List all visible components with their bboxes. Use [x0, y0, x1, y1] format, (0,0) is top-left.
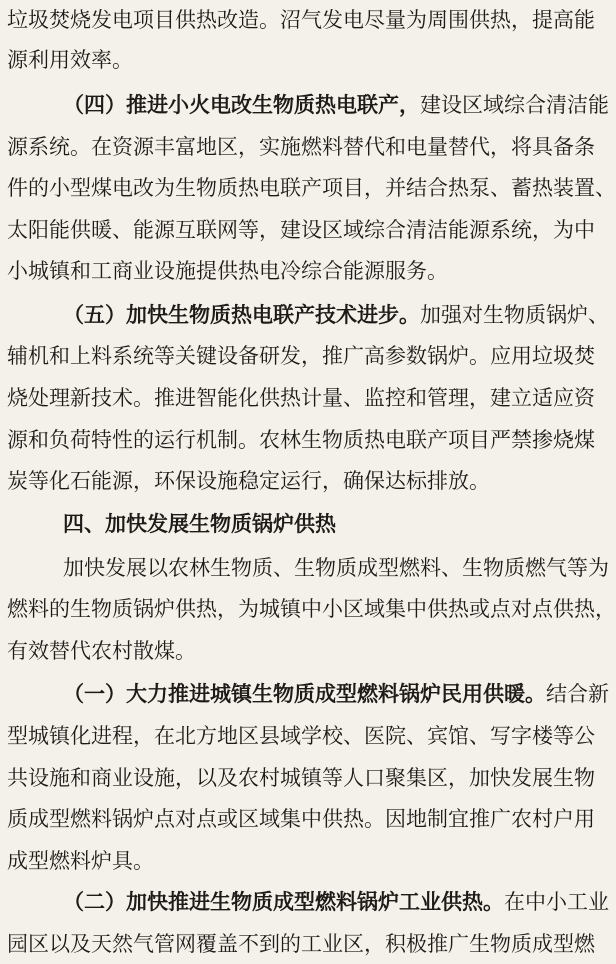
paragraph-line: 有效替代农村散煤。 [7, 639, 196, 663]
section-5-heading-line: （五）加快生物质热电联产技术进步。加强对生物质锅炉、 [63, 303, 609, 327]
paragraph-line: 成型燃料炉具。 [7, 849, 154, 873]
chapter-4-heading: 四、加快发展生物质锅炉供热 [63, 512, 336, 536]
paragraph-line: 垃圾焚烧发电项目供热改造。沼气发电尽量为周围供热，提高能 [7, 8, 595, 32]
section-4-heading-line: （四）推进小火电改生物质热电联产，建设区域综合清洁能 [63, 93, 609, 117]
paragraph-line: 源和负荷特性的运行机制。农林生物质热电联产项目严禁掺烧煤 [7, 428, 595, 452]
paragraph-line: 炭等化石能源，环保设施稳定运行，确保达标排放。 [7, 469, 490, 493]
subsection-1-title: （一）大力推进城镇生物质成型燃料锅炉民用供暖。 [63, 682, 546, 706]
paragraph-line: 太阳能供暖、能源互联网等，建设区域综合清洁能源系统，为中 [7, 218, 595, 242]
paragraph-line: 小城镇和工商业设施提供热电冷综合能源服务。 [7, 259, 448, 283]
paragraph-line: 源利用效率。 [7, 48, 133, 72]
section-4-title: （四）推进小火电改生物质热电联产， [63, 93, 420, 117]
paragraph-line: 源系统。在资源丰富地区，实施燃料替代和电量替代，将具备条 [7, 135, 595, 159]
paragraph-line: 共设施和商业设施，以及农村城镇等人口聚集区，加快发展生物 [7, 766, 595, 790]
paragraph-line: 园区以及天然气管网覆盖不到的工业区，积极推广生物质成型燃 [7, 932, 595, 956]
subsection-1-heading-line: （一）大力推进城镇生物质成型燃料锅炉民用供暖。结合新 [63, 682, 609, 706]
paragraph-line: 质成型燃料锅炉点对点或区域集中供热。因地制宜推广农村户用 [7, 807, 595, 831]
paragraph-line: 辅机和上料系统等关键设备研发，推广高参数锅炉。应用垃圾焚 [7, 344, 595, 368]
paragraph-line: 加快发展以农林生物质、生物质成型燃料、生物质燃气等为 [63, 556, 609, 580]
subsection-2-title: （二）加快推进生物质成型燃料锅炉工业供热。 [63, 890, 504, 914]
subsection-2-heading-line: （二）加快推进生物质成型燃料锅炉工业供热。在中小工业 [63, 890, 609, 914]
paragraph-line: 燃料的生物质锅炉供热，为城镇中小区域集中供热或点对点供热， [7, 597, 616, 621]
paragraph-line: 烧处理新技术。推进智能化供热计量、监控和管理，建立适应资 [7, 386, 595, 410]
paragraph-line: 型城镇化进程，在北方地区县域学校、医院、宾馆、写字楼等公 [7, 724, 595, 748]
section-5-title: （五）加快生物质热电联产技术进步。 [63, 303, 420, 327]
paragraph-line: 件的小型煤电改为生物质热电联产项目，并结合热泵、蓄热装置、 [7, 176, 616, 200]
